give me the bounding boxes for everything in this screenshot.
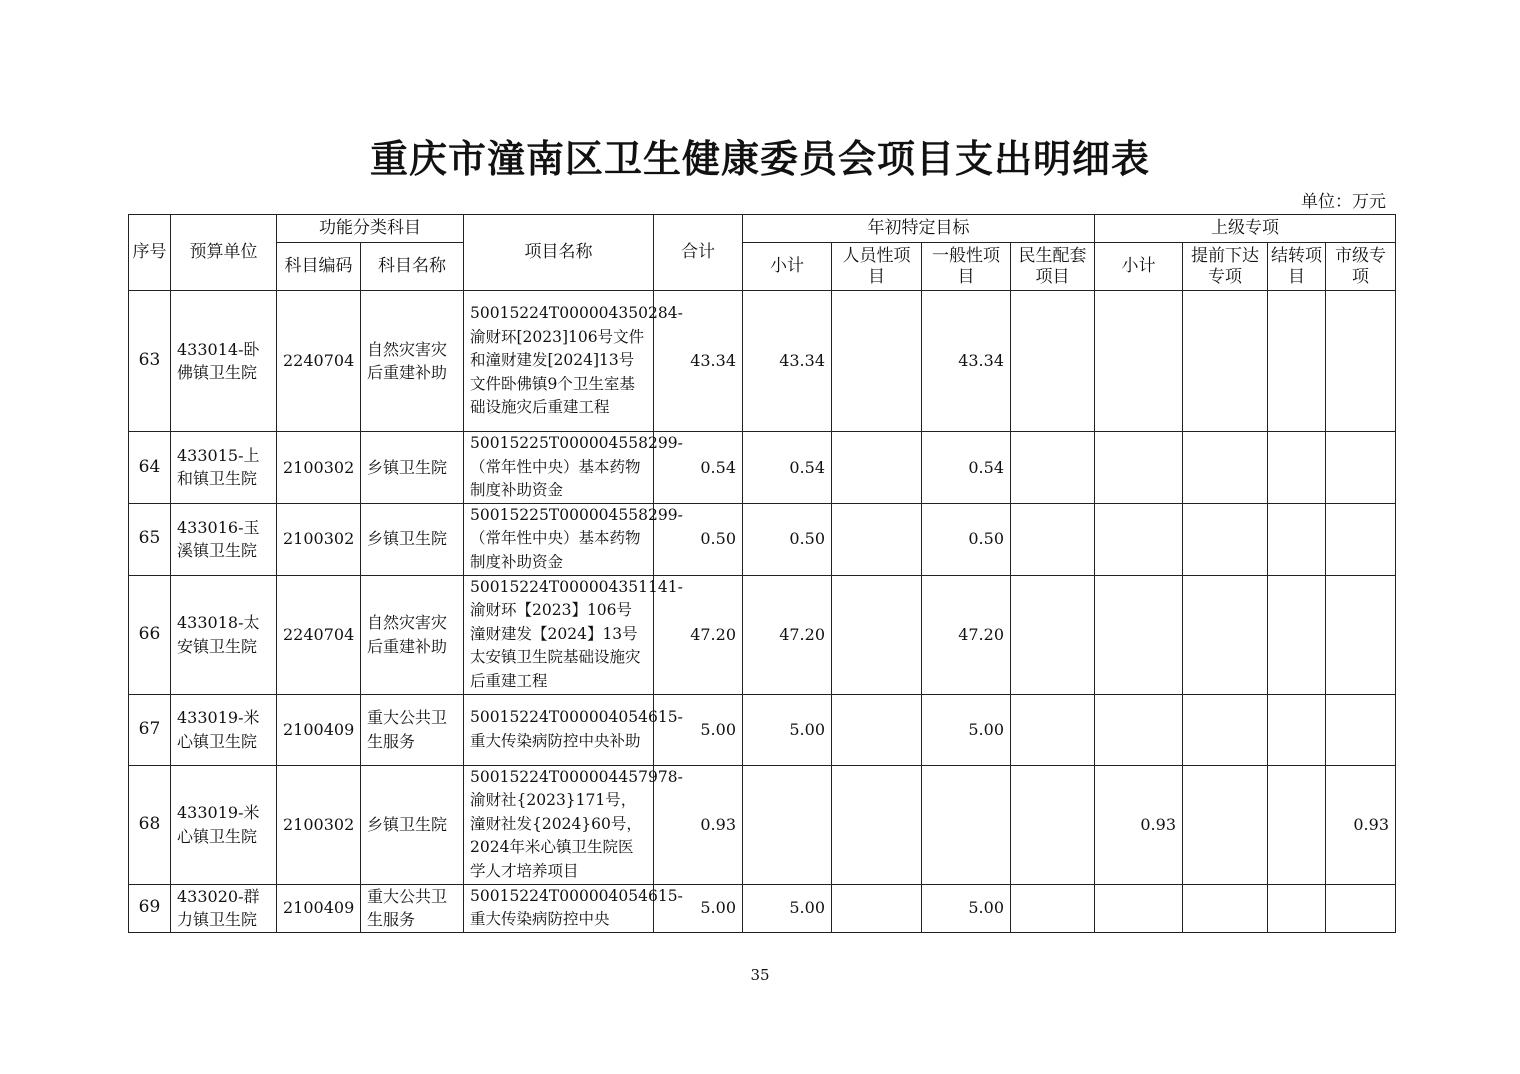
cell-total: 43.34 xyxy=(654,291,743,432)
cell-upper-subtotal xyxy=(1095,694,1183,765)
header-project: 项目名称 xyxy=(464,215,654,291)
header-livelihood: 民生配套项目 xyxy=(1011,243,1095,291)
header-upper-group: 上级专项 xyxy=(1095,215,1396,243)
cell-code: 2240704 xyxy=(277,575,361,694)
cell-upper-subtotal xyxy=(1095,503,1183,575)
header-annual-subtotal: 小计 xyxy=(743,243,832,291)
cell-unit: 433014-卧佛镇卫生院 xyxy=(171,291,277,432)
cell-unit: 433018-太安镇卫生院 xyxy=(171,575,277,694)
cell-unit: 433019-米心镇卫生院 xyxy=(171,694,277,765)
cell-seq: 64 xyxy=(129,432,171,504)
cell-advance xyxy=(1183,432,1268,504)
cell-personnel xyxy=(832,291,922,432)
cell-general: 0.50 xyxy=(922,503,1011,575)
cell-general: 0.54 xyxy=(922,432,1011,504)
cell-project: 50015224T000004457978-渝财社{2023}171号，潼财社发{2024}60号，2024年米心镇卫生院医学人才培养项目 xyxy=(464,765,654,884)
cell-city xyxy=(1326,503,1396,575)
cell-advance xyxy=(1183,765,1268,884)
cell-seq: 67 xyxy=(129,694,171,765)
cell-livelihood xyxy=(1011,765,1095,884)
cell-unit: 433019-米心镇卫生院 xyxy=(171,765,277,884)
cell-subject: 重大公共卫生服务 xyxy=(361,884,464,932)
cell-unit: 433015-上和镇卫生院 xyxy=(171,432,277,504)
cell-project: 50015224T000004054615-重大传染病防控中央补助 xyxy=(464,694,654,765)
header-seq: 序号 xyxy=(129,215,171,291)
header-code: 科目编码 xyxy=(277,243,361,291)
cell-project: 50015224T000004350284-渝财环[2023]106号文件和潼财建发[2024]13号文件卧佛镇9个卫生室基础设施灾后重建工程 xyxy=(464,291,654,432)
cell-carryover xyxy=(1268,503,1326,575)
expenditure-table xyxy=(128,214,1396,933)
cell-personnel xyxy=(832,884,922,932)
cell-seq: 69 xyxy=(129,884,171,932)
cell-general: 5.00 xyxy=(922,694,1011,765)
cell-city xyxy=(1326,432,1396,504)
header-total: 合计 xyxy=(654,215,743,291)
cell-personnel xyxy=(832,575,922,694)
cell-advance xyxy=(1183,884,1268,932)
cell-city: 0.93 xyxy=(1326,765,1396,884)
cell-subject: 自然灾害灾后重建补助 xyxy=(361,291,464,432)
table-row xyxy=(129,884,1396,932)
cell-annual-subtotal: 0.54 xyxy=(743,432,832,504)
header-annual-group: 年初特定目标 xyxy=(743,215,1095,243)
cell-personnel xyxy=(832,765,922,884)
cell-project: 50015225T000004558299-（常年性中央）基本药物制度补助资金 xyxy=(464,503,654,575)
cell-code: 2100302 xyxy=(277,432,361,504)
cell-subject: 乡镇卫生院 xyxy=(361,503,464,575)
cell-carryover xyxy=(1268,884,1326,932)
cell-code: 2100302 xyxy=(277,503,361,575)
cell-personnel xyxy=(832,503,922,575)
cell-upper-subtotal xyxy=(1095,575,1183,694)
cell-carryover xyxy=(1268,575,1326,694)
cell-project: 50015224T000004054615-重大传染病防控中央 xyxy=(464,884,654,932)
cell-city xyxy=(1326,291,1396,432)
cell-general: 5.00 xyxy=(922,884,1011,932)
cell-general: 47.20 xyxy=(922,575,1011,694)
cell-carryover xyxy=(1268,694,1326,765)
header-city: 市级专项 xyxy=(1326,243,1396,291)
header-general: 一般性项目 xyxy=(922,243,1011,291)
header-carryover: 结转项目 xyxy=(1268,243,1326,291)
cell-upper-subtotal: 0.93 xyxy=(1095,765,1183,884)
cell-total: 0.50 xyxy=(654,503,743,575)
cell-annual-subtotal: 5.00 xyxy=(743,694,832,765)
table-row xyxy=(129,432,1396,504)
cell-annual-subtotal: 0.50 xyxy=(743,503,832,575)
page-number: 35 xyxy=(750,966,770,984)
cell-carryover xyxy=(1268,291,1326,432)
cell-livelihood xyxy=(1011,575,1095,694)
cell-upper-subtotal xyxy=(1095,291,1183,432)
cell-subject: 乡镇卫生院 xyxy=(361,765,464,884)
cell-total: 0.54 xyxy=(654,432,743,504)
cell-subject: 自然灾害灾后重建补助 xyxy=(361,575,464,694)
cell-advance xyxy=(1183,575,1268,694)
header-subject: 科目名称 xyxy=(361,243,464,291)
cell-livelihood xyxy=(1011,884,1095,932)
cell-annual-subtotal: 43.34 xyxy=(743,291,832,432)
cell-annual-subtotal: 5.00 xyxy=(743,884,832,932)
cell-seq: 65 xyxy=(129,503,171,575)
cell-livelihood xyxy=(1011,503,1095,575)
cell-unit: 433020-群力镇卫生院 xyxy=(171,884,277,932)
cell-total: 0.93 xyxy=(654,765,743,884)
cell-livelihood xyxy=(1011,291,1095,432)
page-title: 重庆市潼南区卫生健康委员会项目支出明细表 xyxy=(369,137,1150,181)
cell-code: 2100409 xyxy=(277,884,361,932)
cell-seq: 68 xyxy=(129,765,171,884)
cell-code: 2100302 xyxy=(277,765,361,884)
cell-project: 50015224T000004351141-渝财环【2023】106号潼财建发【2024】13号太安镇卫生院基础设施灾后重建工程 xyxy=(464,575,654,694)
cell-unit: 433016-玉溪镇卫生院 xyxy=(171,503,277,575)
header-advance: 提前下达专项 xyxy=(1183,243,1268,291)
header-personnel: 人员性项目 xyxy=(832,243,922,291)
cell-livelihood xyxy=(1011,432,1095,504)
cell-general xyxy=(922,765,1011,884)
cell-general: 43.34 xyxy=(922,291,1011,432)
table-row xyxy=(129,503,1396,575)
cell-city xyxy=(1326,884,1396,932)
unit-label: 单位：万元 xyxy=(1301,192,1386,212)
cell-annual-subtotal xyxy=(743,765,832,884)
header-func-group: 功能分类科目 xyxy=(277,215,464,243)
cell-subject: 乡镇卫生院 xyxy=(361,432,464,504)
table-row xyxy=(129,765,1396,884)
cell-personnel xyxy=(832,694,922,765)
cell-advance xyxy=(1183,694,1268,765)
table-row xyxy=(129,291,1396,432)
cell-advance xyxy=(1183,503,1268,575)
cell-city xyxy=(1326,694,1396,765)
header-upper-subtotal: 小计 xyxy=(1095,243,1183,291)
cell-advance xyxy=(1183,291,1268,432)
cell-livelihood xyxy=(1011,694,1095,765)
cell-seq: 66 xyxy=(129,575,171,694)
table-row xyxy=(129,575,1396,694)
cell-code: 2240704 xyxy=(277,291,361,432)
cell-carryover xyxy=(1268,765,1326,884)
cell-total: 5.00 xyxy=(654,884,743,932)
cell-upper-subtotal xyxy=(1095,432,1183,504)
cell-personnel xyxy=(832,432,922,504)
table-row xyxy=(129,694,1396,765)
cell-seq: 63 xyxy=(129,291,171,432)
cell-subject: 重大公共卫生服务 xyxy=(361,694,464,765)
cell-total: 5.00 xyxy=(654,694,743,765)
cell-upper-subtotal xyxy=(1095,884,1183,932)
cell-annual-subtotal: 47.20 xyxy=(743,575,832,694)
cell-city xyxy=(1326,575,1396,694)
cell-total: 47.20 xyxy=(654,575,743,694)
cell-code: 2100409 xyxy=(277,694,361,765)
header-unit-name: 预算单位 xyxy=(171,215,277,291)
cell-project: 50015225T000004558299-（常年性中央）基本药物制度补助资金 xyxy=(464,432,654,504)
cell-carryover xyxy=(1268,432,1326,504)
